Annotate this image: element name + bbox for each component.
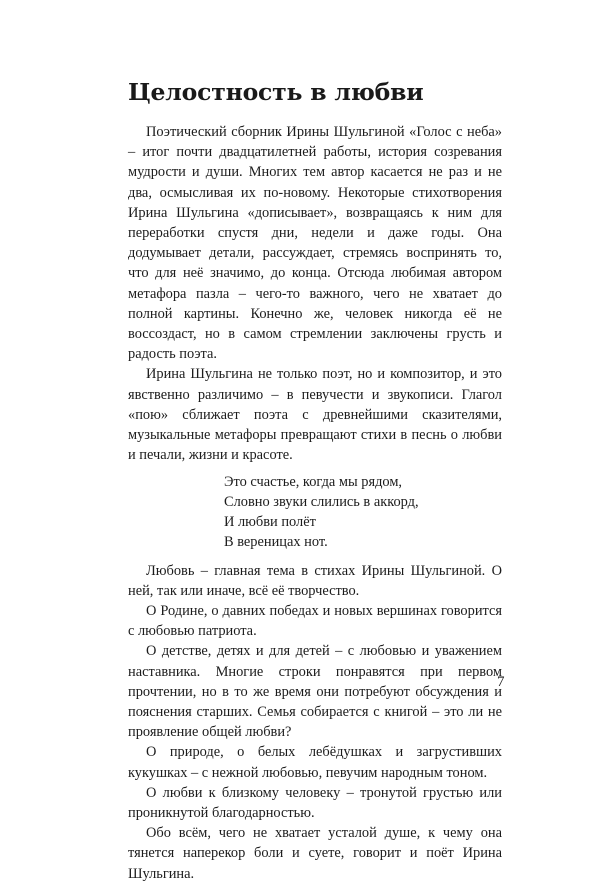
poem-line: Словно звуки слились в аккорд, <box>224 494 419 511</box>
paragraph: О любви к близкому человеку – тронутой грустью или проникнутой благодарностью. <box>128 784 502 822</box>
paragraph: О детстве, детях и для детей – с любовью и уважением наставника. Многие строки понравятся при первом прочтении, но в то же время они потребуют обсуждения и пояснения старших. Семья собирается с книгой – это ли не проявление общей любви? <box>128 643 502 741</box>
paragraph: Ирина Шульгина не только поэт, но и композитор, и это явственно различимо – в певучести и звукописи. Глагол «пою» сближает поэта с древнейшими сказителями, музыкальные метафоры превращают стихи в песнь о любви и печали, жизни и красоте. <box>128 366 502 464</box>
chapter-body <box>128 122 502 884</box>
paragraph: Любовь – главная тема в стихах Ирины Шульгиной. О ней, так или иначе, всё её творчество. <box>128 562 502 599</box>
page-number: 7 <box>497 674 505 690</box>
poem-line: И любви полёт <box>224 514 316 531</box>
paragraph: О природе, о белых лебёдушках и загрустивших кукушках – с нежной любовью, певучим народным тоном. <box>128 744 502 781</box>
chapter-title: Целостность в любви <box>128 78 424 106</box>
paragraph: Поэтический сборник Ирины Шульгиной «Голос с неба» – итог почти двадцатилетней работы, история созревания мудрости и души. Многих тем автор касается не раз и не два, осмысливая их по-новому. Некоторые стихотворения Ирина Шульгина «дописывает», возвращаясь к ним для переработки спустя дни, недели и даже годы. Она додумывает детали, рассуждает, стремясь воспринять то, что для неё значимо, до конца. Отсюда любимая автором метафора пазла – чего-то важного, чего не хватает до полной картины. Конечно же, человек никогда её не воссоздаст, но в самом стремлении заключены грусть и радость поэта. <box>128 124 502 363</box>
poem-line: В вереницах нот. <box>224 533 328 550</box>
paragraph: Обо всём, чего не хватает усталой душе, к чему она тянется наперекор боли и суете, говорит и поёт Ирина Шульгина. <box>128 825 502 882</box>
poem-line: Это счастье, когда мы рядом, <box>224 474 403 491</box>
paragraph: О Родине, о давних победах и новых вершинах говорится с любовью патриота. <box>128 603 502 640</box>
poem-quote <box>224 473 502 552</box>
